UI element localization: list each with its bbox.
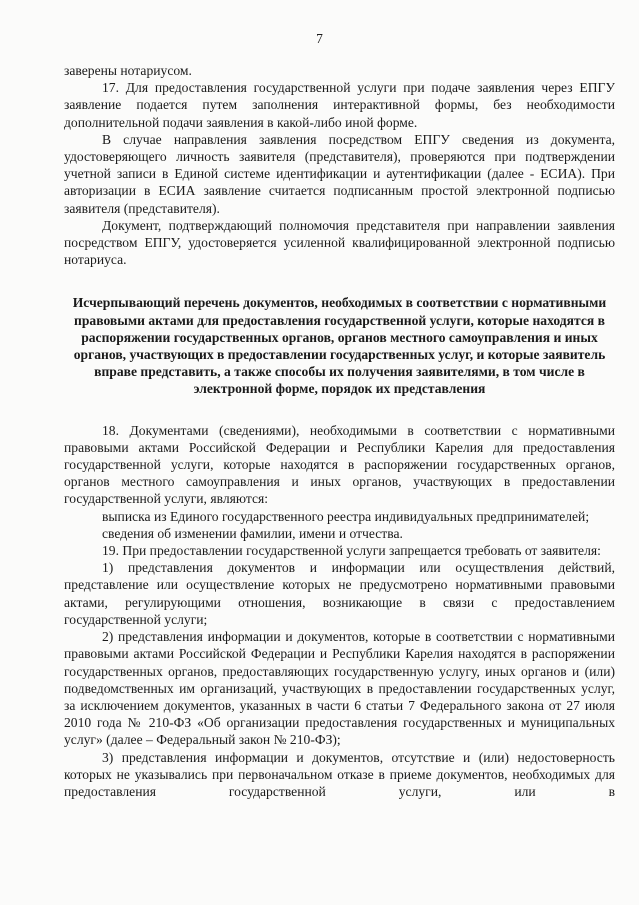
section-heading: Исчерпывающий перечень документов, необходимых в соответствии с нормативными правовыми актами для предоставления государственной услуги, которые находятся в распоряжении государственных органов, органов местного самоуправления и иных органов, участвующих в предоставлении государственных услуг, и которые заявитель вправе представить, а также способы их получения заявителями, в том числе в электронной форме, порядок их представления	[72, 295, 607, 397]
paragraph-esia: В случае направления заявления посредством ЕПГУ сведения из документа, удостоверяющего личность заявителя (представителя), проверяются при подтверждении учетной записи в Единой системе идентификации и аутентификации (далее - ЕСИА). При авторизации в ЕСИА заявление считается подписанным простой электронной подписью заявителя (представителя).	[64, 131, 615, 216]
list-item-extract: выписка из Единого государственного реестра индивидуальных предпринимателей;	[102, 508, 590, 524]
paragraph-continuation: заверены нотариусом.	[64, 63, 192, 78]
paragraph-19-item-3: 3) представления информации и документов, отсутствие и (или) недостоверность которых не указывались при первоначальном отказе в приеме документов, необходимых для предоставления государственной услуги, или в	[64, 749, 615, 799]
paragraph-17: 17. Для предоставления государственной услуги при подаче заявления через ЕПГУ заявление подается путем заполнения интерактивной формы, без необходимости дополнительной подачи заявления в какой-либо иной форме.	[64, 80, 615, 130]
paragraph-18: 18. Документами (сведениями), необходимыми в соответствии с нормативными правовыми актами Российской Федерации и Республики Карелия для предоставления государственной услуги, которые находятся в распоряжении государственных органов, органов местного самоуправления и иных органов, участвующих в предоставлении государственной услуги, являются:	[64, 422, 615, 507]
list-item-name-change: сведения об изменении фамилии, имени и отчества.	[102, 525, 403, 541]
page-number: 7	[316, 31, 323, 46]
document-body	[64, 62, 615, 800]
paragraph-19: 19. При предоставлении государственной услуги запрещается требовать от заявителя:	[102, 543, 601, 559]
paragraph-19-item-2: 2) представления информации и документов, которые в соответствии с нормативными правовыми актами Российской Федерации и Республики Карелия находятся в распоряжении государственных органов, предоставляющих государственную услугу, иных органов и (или) подведомственных им организаций, участвующих в предоставлении государственных услуг, за исключением документов, указанных в части 6 статьи 7 Федерального закона от 27 июля 2010 года № 210-ФЗ «Об организации предоставления государственных и муниципальных услуг» (далее – Федеральный закон № 210-ФЗ);	[64, 629, 615, 748]
paragraph-19-item-1: 1) представления документов и информации или осуществления действий, представление или осуществление которых не предусмотрено нормативными правовыми актами, регулирующими отношения, возникающие в связи с предоставлением государственной услуги;	[64, 560, 615, 627]
paragraph-representative: Документ, подтверждающий полномочия представителя при направлении заявления посредством ЕПГУ, удостоверяется усиленной квалифицированной электронной подписью нотариуса.	[64, 217, 615, 268]
